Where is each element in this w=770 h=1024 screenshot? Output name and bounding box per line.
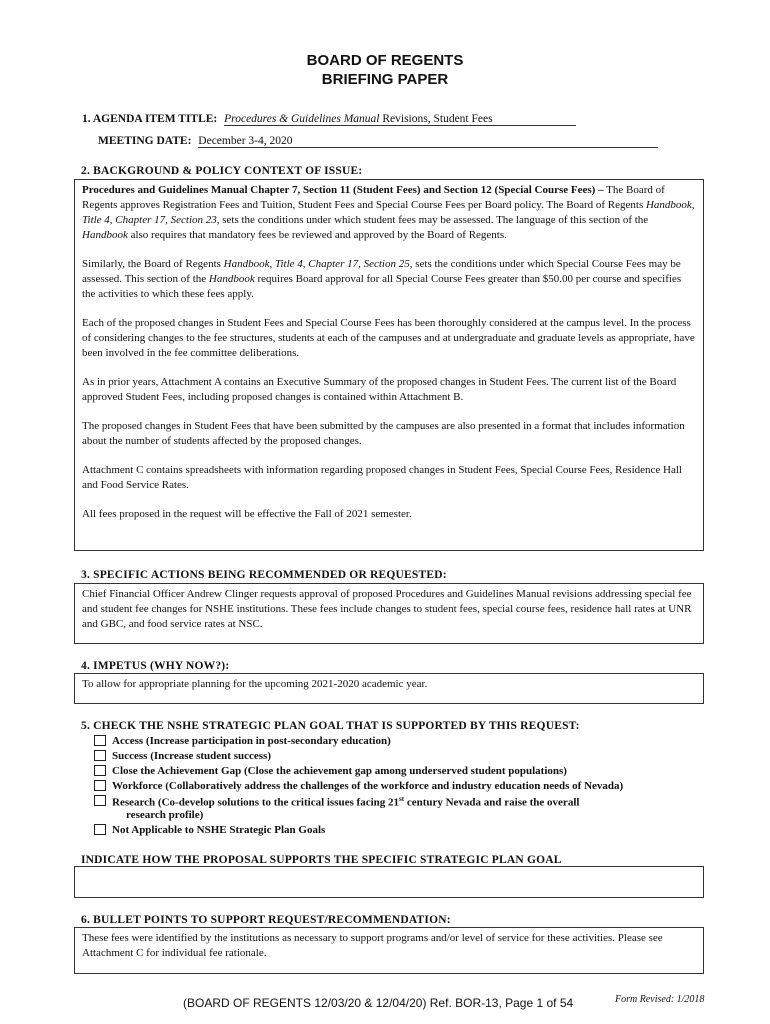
section2-paragraph-4: As in prior years, Attachment A contains an Executive Summary of the proposed changes in Student Fees. The current list of the Board approved Student Fees, including proposed changes is contained within Attachment B. <box>82 376 677 403</box>
page-footer: (BOARD OF REGENTS 12/03/20 & 12/04/20) Ref. BOR-13, Page 1 of 54 <box>183 996 574 1010</box>
section4-heading: 4. IMPETUS (WHY NOW?): <box>81 660 230 672</box>
section4-box <box>74 673 704 704</box>
section4-text: To allow for appropriate planning for the upcoming 2021-2020 academic year. <box>82 678 428 690</box>
meeting-date-value: December 3-4, 2020 <box>198 135 658 148</box>
section3-box <box>74 583 704 644</box>
p2-text-b: , sets the conditions under which Special Course Fees may be assessed. This section of the <box>82 258 681 285</box>
document-title: BOARD OF REGENTS <box>306 52 464 69</box>
goal-achievement-gap-label: Close the Achievement Gap (Close the achievement gap among underserved student populations) <box>112 765 567 777</box>
meeting-date-row <box>98 135 658 148</box>
goal-access-label: Access (Increase participation in post-secondary education) <box>112 735 391 747</box>
indicate-box[interactable] <box>74 866 704 898</box>
agenda-item-label: 1. AGENDA ITEM TITLE: <box>82 113 218 125</box>
meeting-date-label: MEETING DATE: <box>98 135 192 147</box>
goal-research[interactable] <box>94 795 579 809</box>
p2-text-a: Similarly, the Board of Regents <box>82 258 224 270</box>
goal-success-label: Success (Increase student success) <box>112 750 271 762</box>
goal-not-applicable[interactable] <box>94 824 325 836</box>
goal-success-checkbox[interactable] <box>94 750 106 761</box>
p1-text-a: The Board of Regents approves Registration Fees and Tuition, Student Fees and Special Course Fees per Board policy. The Board of Regents <box>82 184 665 211</box>
section2-paragraph-1 <box>82 183 696 243</box>
section5-heading: 5. CHECK THE NSHE STRATEGIC PLAN GOAL THAT IS SUPPORTED BY THIS REQUEST: <box>81 720 580 732</box>
agenda-title-rest: Revisions, Student Fees <box>379 113 493 125</box>
section2-heading: 2. BACKGROUND & POLICY CONTEXT OF ISSUE: <box>81 165 363 177</box>
goal-access[interactable] <box>94 735 391 747</box>
p2-text-c: requires Board approval for all Special Course Fees greater than $50.00 per course and specifies the activities to which these fees apply. <box>82 273 682 300</box>
research-text-a: Research (Co-develop solutions to the critical issues facing 21 <box>112 796 399 809</box>
p2-handbook: Handbook <box>208 273 255 285</box>
p1-handbook: Handbook <box>82 229 128 241</box>
goal-access-checkbox[interactable] <box>94 735 106 746</box>
goal-not-applicable-label: Not Applicable to NSHE Strategic Plan Goals <box>112 824 326 836</box>
section2-paragraph-2 <box>82 257 696 302</box>
section2-paragraph-5: The proposed changes in Student Fees that have been submitted by the campuses are also presented in a format that includes information about the number of students affected by the proposed changes. <box>82 420 685 447</box>
agenda-item-title <box>224 113 576 126</box>
section2-paragraph-6: Attachment C contains spreadsheets with information regarding proposed changes in Student Fees, Special Course Fees, Residence Hall and Food Service Rates. <box>82 464 682 491</box>
research-text-b: century Nevada and raise the overall <box>404 796 580 809</box>
goal-success[interactable] <box>94 750 271 762</box>
section3-text: Chief Financial Officer Andrew Clinger requests approval of proposed Procedures and Guidelines Manual revisions addressing special fee and student fee changes for NSHE institutions. These fees include changes to student fees, special course fees, residence hall rates at UNR and GBC, and food service rates at NSC. <box>82 588 692 630</box>
section6-box <box>74 927 704 974</box>
section6-heading: 6. BULLET POINTS TO SUPPORT REQUEST/RECOMMENDATION: <box>81 914 451 926</box>
goal-achievement-gap[interactable] <box>94 765 567 777</box>
p2-handbook-ref: Handbook, Title 4, Chapter 17, Section 25 <box>223 258 410 270</box>
p1-text-c: also requires that mandatory fees be reviewed and approved by the Board of Regents. <box>127 229 507 241</box>
goal-workforce-checkbox[interactable] <box>94 780 106 791</box>
agenda-item-row <box>82 113 576 126</box>
research-sup: st <box>399 795 405 803</box>
section2-paragraph-7: All fees proposed in the request will be effective the Fall of 2021 semester. <box>82 508 412 520</box>
section2-paragraph-3: Each of the proposed changes in Student Fees and Special Course Fees has been thoroughly considered at the campus level. In the process of considering changes to the fee structures, students at each of the campuses and at undergraduate and graduate levels as appropriate, have been involved in the fee committee deliberations. <box>82 317 695 359</box>
p1-text-b: , sets the conditions under which student fees may be assessed. The language of this section of the <box>216 214 649 226</box>
form-revised-note: Form Revised: 1/2018 <box>615 994 705 1005</box>
section3-heading: 3. SPECIFIC ACTIONS BEING RECOMMENDED OR REQUESTED: <box>81 569 447 581</box>
goal-workforce[interactable] <box>94 780 623 792</box>
goal-research-line2: research profile) <box>126 809 204 821</box>
section6-text: These fees were identified by the institutions as necessary to support programs and/or level of service for these activities. Please see Attachment C for individual fee rationale. <box>82 932 663 959</box>
section2-box <box>74 179 704 551</box>
goal-workforce-label: Workforce (Collaboratively address the challenges of the workforce and industry education needs of Nevada) <box>112 780 624 792</box>
agenda-title-italic: Procedures & Guidelines Manual <box>224 113 380 125</box>
p1-handbook-ref: Handbook, Title 4, Chapter 17, Section 23 <box>82 199 695 226</box>
indicate-heading: INDICATE HOW THE PROPOSAL SUPPORTS THE SPECIFIC STRATEGIC PLAN GOAL <box>81 854 562 866</box>
section2-bold-lead: Procedures and Guidelines Manual Chapter 7, Section 11 (Student Fees) and Section 12 (Special Course Fees) – <box>82 184 604 196</box>
goal-achievement-gap-checkbox[interactable] <box>94 765 106 776</box>
goal-research-checkbox[interactable] <box>94 795 106 806</box>
goal-not-applicable-checkbox[interactable] <box>94 824 106 835</box>
goal-research-label <box>112 795 579 809</box>
document-subtitle: BRIEFING PAPER <box>321 71 449 88</box>
